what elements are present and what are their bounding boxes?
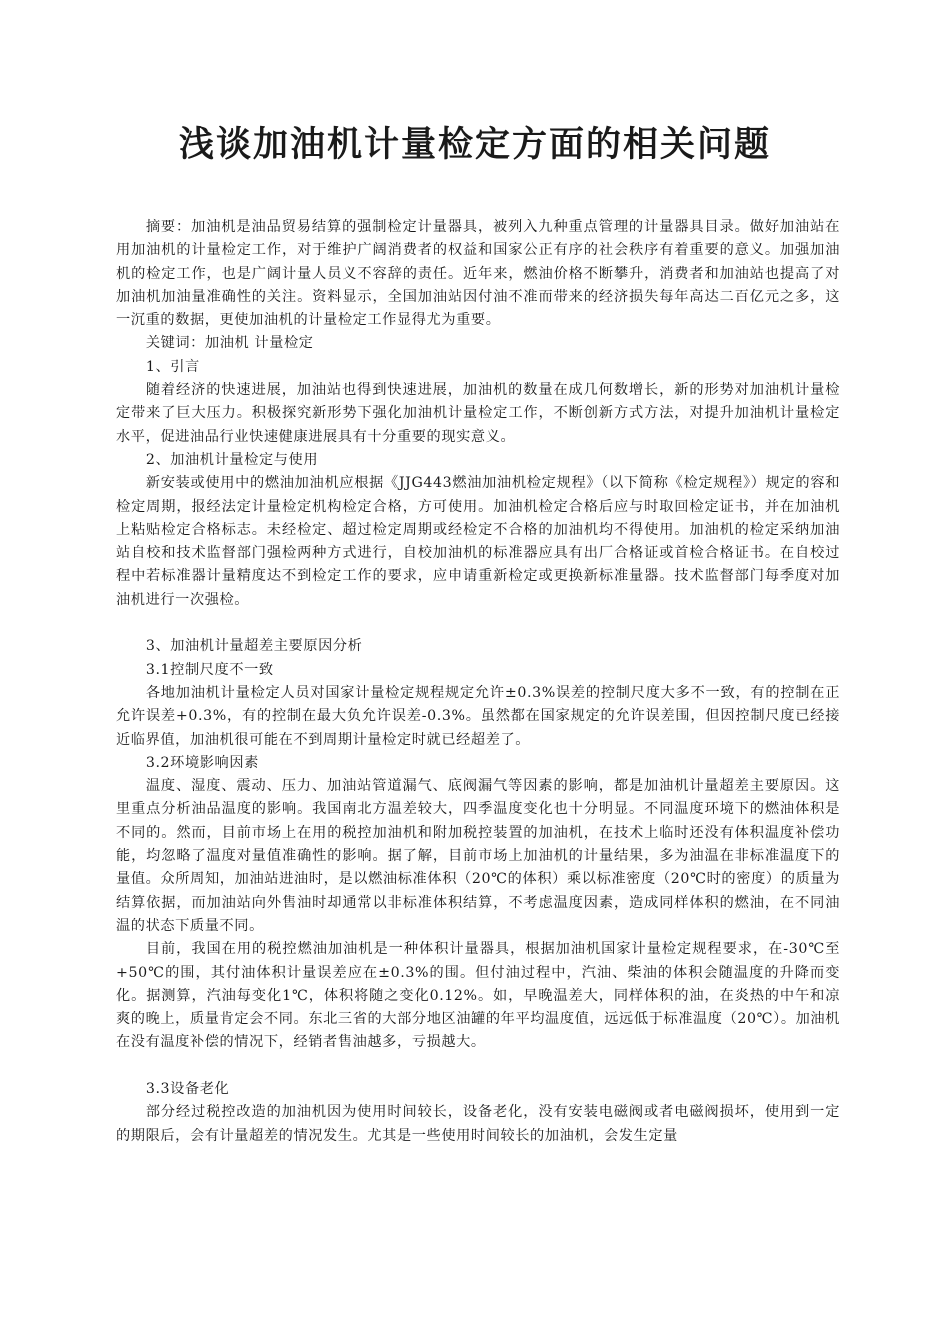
subsection-heading-environment: 3.2环境影响因素: [145, 754, 259, 771]
section-heading-error-analysis: 3、加油机计量超差主要原因分析: [145, 638, 363, 655]
environment-paragraph-2: 目前，我国在用的税控燃油加油机是一种体积计量器具，根据加油机国家计量检定规程要求，在-30℃至+50℃的围，其付油体积计量误差应在±0.3%的围。但付油过程中，汽油、柴油的体积会随温度的升降而变化。据测算，汽油每变化1℃，体积将随之变化0.12%。如，早晚温差大，同样体积的油，在炎热的中午和凉爽的晚上，质量肯定会不同。东北三省的大部分地区油罐的年平均温度值，远远低于标准温度（20℃）。加油机在没有温度补偿的情况下，经销者售油越多，亏损越大。: [116, 941, 840, 1051]
keywords-line: 关键词：加油机 计量检定: [145, 335, 314, 352]
equipment-aging-paragraph: 部分经过税控改造的加油机因为使用时间较长，设备老化，没有安装电磁阀或者电磁阀损坏，使用到一定的期限后，会有计量超差的情况发生。尤其是一些使用时间较长的加油机，会发生定量: [116, 1104, 840, 1144]
introduction-paragraph: 随着经济的快速进展，加油站也得到快速进展，加油机的数量在成几何数增长，新的形势对加油机计量检定带来了巨大压力。积极探究新形势下强化加油机计量检定工作，不断创新方式方法，对提升加油机计量检定水平，促进油品行业快速健康进展具有十分重要的现实意义。: [116, 382, 840, 445]
verification-use-paragraph: 新安装或使用中的燃油加油机应根据《JJG443燃油加油机检定规程》（以下简称《检定规程》）规定的容和检定周期，报经法定计量检定机构检定合格，方可使用。加油机检定合格后应与时取回检定证书，并在加油机上粘贴检定合格标志。未经检定、超过检定周期或经检定不合格的加油机均不得使用。加油机的检定采纳加油站自校和技术监督部门强检两种方式进行，自校加油机的标准器应具有出厂合格证或首检合格证书。在自校过程中若标准器计量精度达不到检定工作的要求，应申请重新检定或更换新标准量器。技术监督部门每季度对加油机进行一次强检。: [116, 475, 840, 608]
document-body: [116, 216, 840, 1148]
paragraph-gap: [116, 1055, 840, 1078]
paragraph-gap: [116, 612, 840, 635]
section-heading-verification-use: 2、加油机计量检定与使用: [145, 451, 319, 468]
subsection-heading-equipment-aging: 3.3设备老化: [145, 1080, 230, 1097]
environment-paragraph-1: 温度、湿度、震动、压力、加油站管道漏气、底阀漏气等因素的影响，都是加油机计量超差主要原因。这里重点分析油品温度的影响。我国南北方温差较大，四季温度变化也十分明显。不同温度环境下的燃油体积是不同的。然而，目前市场上在用的税控加油机和附加税控装置的加油机，在技术上临时还没有体积温度补偿功能，均忽略了温度对量值准确性的影响。据了解，目前市场上加油机的计量结果，多为油温在非标准温度下的量值。众所周知，加油站进油时，是以燃油标准体积（20℃的体积）乘以标准密度（20℃时的密度）的质量为结算依据，而加油站向外售油时却通常以非标准体积结算，不考虑温度因素，造成同样体积的燃油，在不同油温的状态下质量不同。: [116, 778, 840, 934]
section-heading-introduction: 1、引言: [145, 358, 200, 375]
abstract-paragraph: 摘要：加油机是油品贸易结算的强制检定计量器具，被列入九种重点管理的计量器具目录。做好加油站在用加油机的计量检定工作，对于维护广阔消费者的权益和国家公正有序的社会秩序有着重要的意义。加强加油机的检定工作，也是广阔计量人员义不容辞的责任。近年来，燃油价格不断攀升，消费者和加油站也提高了对加油机加油量准确性的关注。资料显示，全国加油站因付油不准而带来的经济损失每年高达二百亿元之多，这一沉重的数据，更使加油机的计量检定工作显得尤为重要。: [116, 219, 840, 329]
document-title: 浅谈加油机计量检定方面的相关问题: [178, 125, 771, 165]
subsection-heading-control-scale: 3.1控制尺度不一致: [145, 661, 274, 678]
control-scale-paragraph: 各地加油机计量检定人员对国家计量检定规程规定允许±0.3%误差的控制尺度大多不一致，有的控制在正允许误差+0.3%，有的控制在最大负允许误差-0.3%。虽然都在国家规定的允许误差围，但因控制尺度已经接近临界值，加油机很可能在不到周期计量检定时就已经超差了。: [116, 684, 840, 748]
